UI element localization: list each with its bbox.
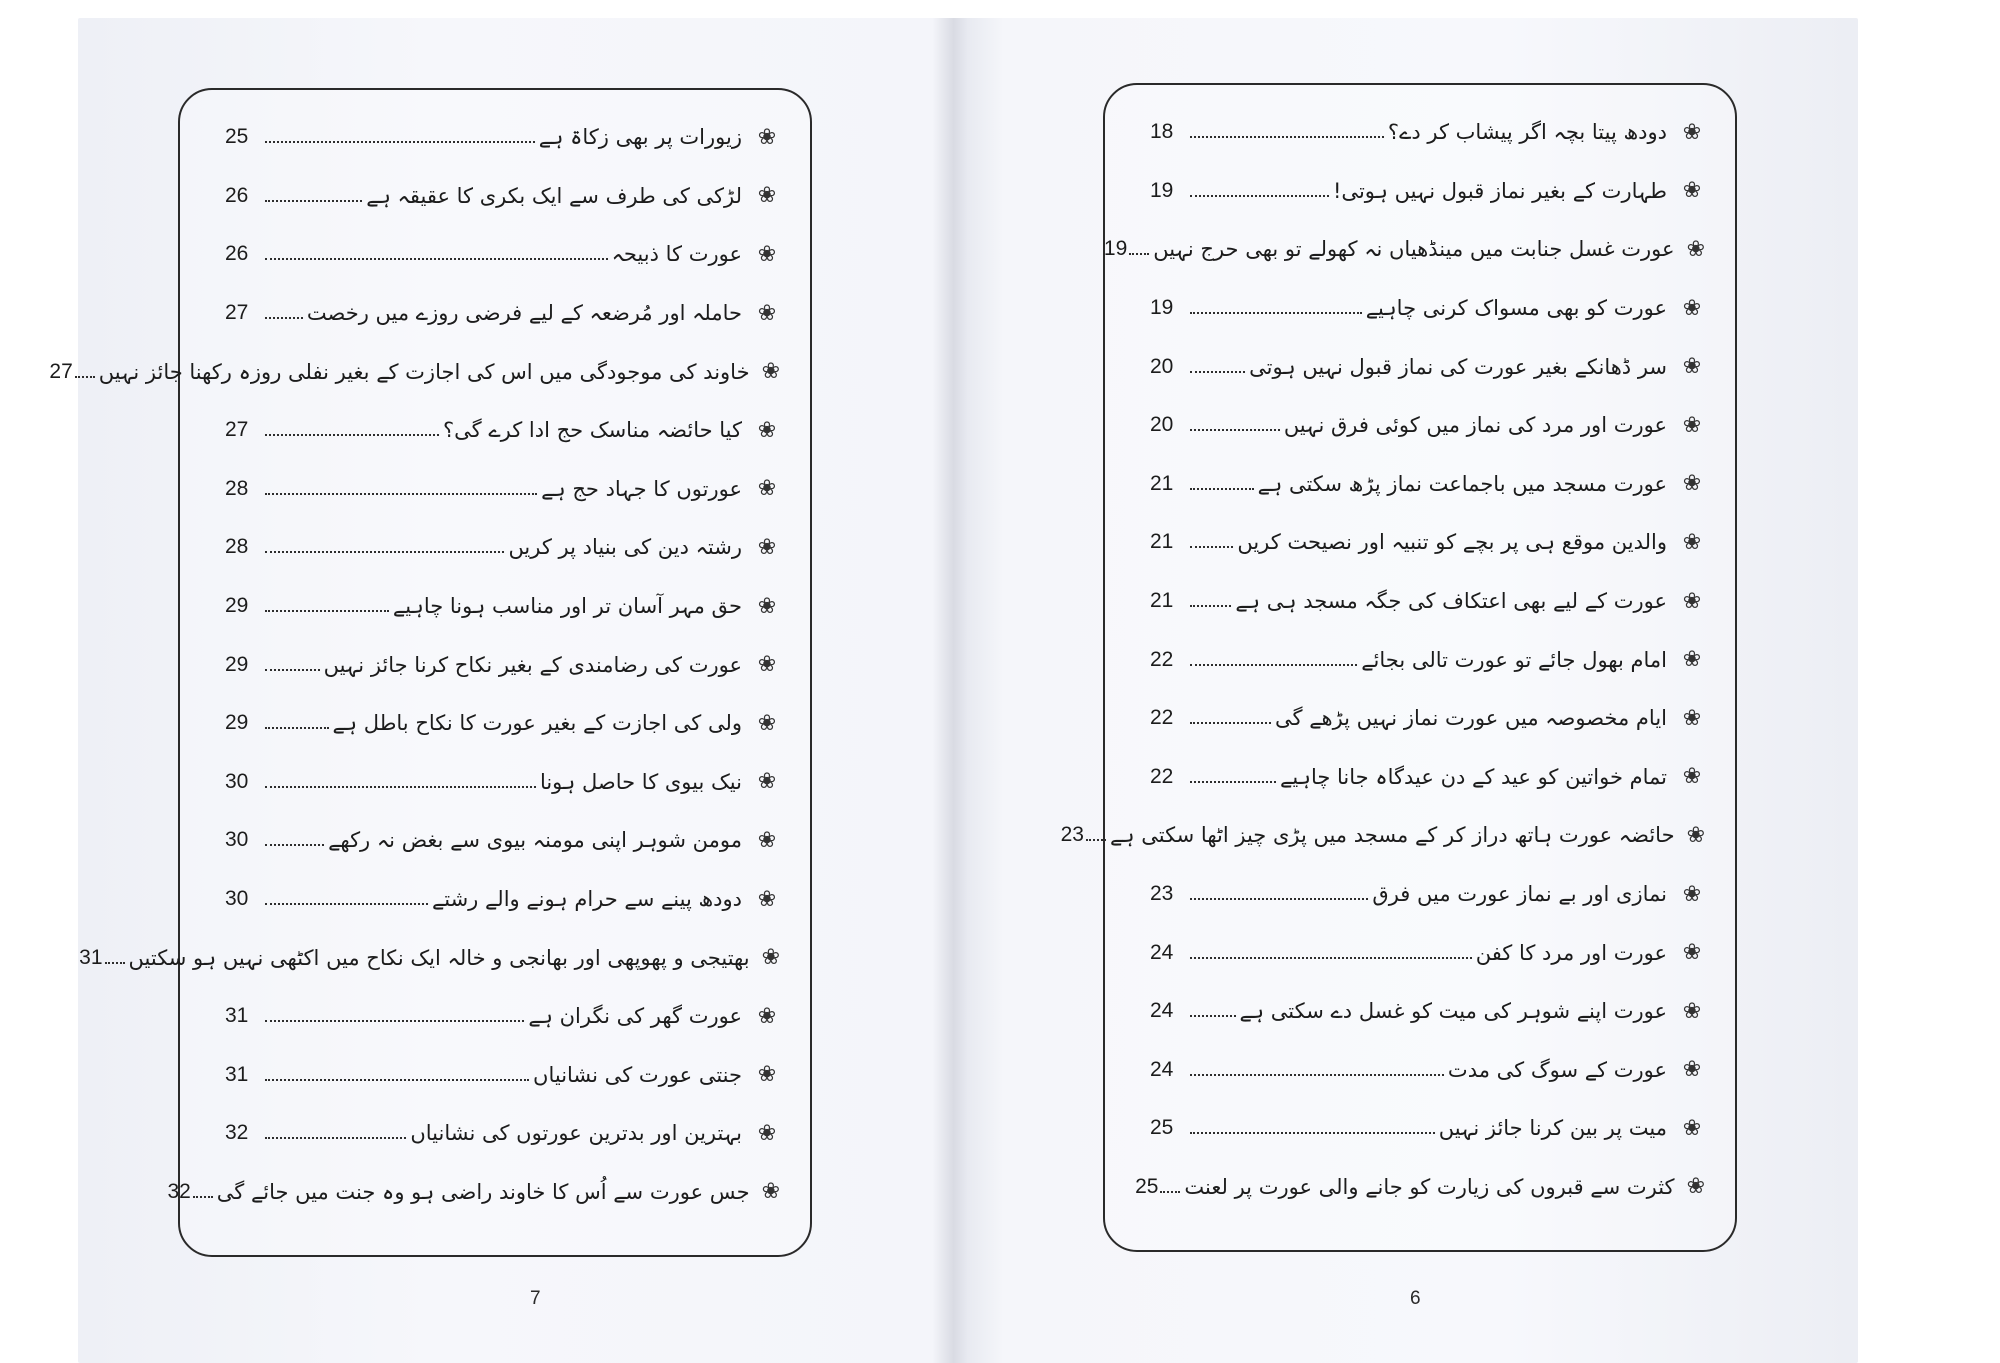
flower-bullet-icon: ❀ [1682, 178, 1702, 204]
flower-bullet-icon: ❀ [1686, 1174, 1705, 1200]
toc-entry [1150, 630, 1705, 689]
toc-entry [225, 167, 780, 226]
toc-entry-title: بہترین اور بدترین عورتوں کی نشانیاں [410, 1121, 742, 1146]
toc-entry-title: کثرت سے قبروں کی زیارت کو جانے والی عورت پر لعنت [1184, 1174, 1675, 1199]
toc-entry-page: 27 [49, 359, 73, 383]
toc-entry [225, 284, 780, 343]
toc-entry-title: ایام مخصوصہ میں عورت نماز نہیں پڑھے گی [1275, 706, 1667, 731]
dot-leader [1190, 429, 1280, 431]
flower-bullet-icon: ❀ [761, 359, 780, 385]
toc-entry-title: امام بھول جائے تو عورت تالی بجائے [1361, 647, 1667, 672]
toc-entry [225, 870, 780, 929]
toc-entry-page: 19 [1103, 237, 1128, 261]
dot-leader [1190, 546, 1233, 548]
toc-entry-title: جس عورت سے اُس کا خاوند راضی ہو وہ جنت میں جائے گی [216, 1179, 750, 1204]
flower-bullet-icon: ❀ [761, 945, 780, 971]
dot-leader [1190, 195, 1329, 197]
toc-entry-title: عورتوں کا جہاد حج ہے [541, 476, 742, 501]
flower-bullet-icon: ❀ [1682, 1057, 1702, 1083]
toc-entry [225, 225, 780, 284]
toc-entry-title: کیا حائضہ مناسک حج ادا کرے گی؟ [443, 418, 742, 443]
dot-leader [1129, 253, 1149, 255]
flower-bullet-icon: ❀ [1682, 940, 1702, 966]
toc-entry-page: 19 [1150, 296, 1174, 320]
toc-entry-page: 21 [1150, 530, 1174, 554]
dot-leader [265, 903, 428, 905]
toc-entry [1150, 982, 1705, 1041]
toc-entry [79, 928, 780, 987]
toc-entry-title: عورت اپنے شوہر کی میت کو غسل دے سکتی ہے [1239, 999, 1667, 1024]
page-number: 6 [1410, 1288, 1421, 1309]
toc-entry-title: بھتیجی و پھوپھی اور بھانجی و خالہ ایک نکاح میں اکٹھی نہیں ہو سکتیں [128, 945, 750, 970]
flower-bullet-icon: ❀ [1682, 998, 1702, 1024]
dot-leader [265, 434, 439, 436]
toc-entry-title: حاملہ اور مُرضعہ کے لیے فرضی روزے میں رخصت [306, 301, 742, 326]
flower-bullet-icon: ❀ [757, 300, 777, 326]
dot-leader [1190, 371, 1245, 373]
dot-leader [265, 551, 504, 553]
toc-entry [225, 460, 780, 519]
dot-leader [265, 141, 535, 143]
flower-bullet-icon: ❀ [1682, 529, 1702, 555]
dot-leader [1190, 136, 1384, 138]
toc-entry-page: 25 [225, 125, 249, 149]
flower-bullet-icon: ❀ [757, 183, 777, 209]
toc-entry-title: عورت مسجد میں باجماعت نماز پڑھ سکتی ہے [1257, 471, 1667, 496]
toc-entry-page: 21 [1150, 589, 1174, 613]
flower-bullet-icon: ❀ [757, 886, 777, 912]
toc-entry-title: خاوند کی موجودگی میں اس کی اجازت کے بغیر نفلی روزہ رکھنا جائز نہیں [98, 359, 750, 384]
toc-entry-page: 32 [167, 1179, 191, 1203]
dot-leader [1190, 898, 1368, 900]
toc-entry-page: 22 [1150, 706, 1174, 730]
toc-entry [225, 1046, 780, 1105]
dot-leader [1086, 839, 1106, 841]
flower-bullet-icon: ❀ [1682, 295, 1702, 321]
toc-entry-page: 19 [1150, 178, 1174, 202]
toc-entry [1150, 923, 1705, 982]
flower-bullet-icon: ❀ [757, 476, 777, 502]
toc-entry [1150, 103, 1705, 162]
toc-entry-page: 23 [1060, 823, 1084, 847]
toc-entry-title: میت پر بین کرنا جائز نہیں [1438, 1116, 1667, 1141]
toc-entry-title: ولی کی اجازت کے بغیر عورت کا نکاح باطل ہے [332, 711, 742, 736]
toc-entry-page: 20 [1150, 413, 1174, 437]
toc-entry-page: 26 [225, 183, 249, 207]
page-number: 7 [530, 1288, 541, 1309]
toc-entry [1135, 1158, 1705, 1217]
toc-entry-page: 31 [225, 1062, 249, 1086]
dot-leader [265, 669, 320, 671]
toc-entry-page: 30 [225, 769, 249, 793]
toc-entry [225, 753, 780, 812]
toc-list-right [1060, 103, 1705, 1216]
toc-entry-page: 29 [225, 652, 249, 676]
flower-bullet-icon: ❀ [1682, 881, 1702, 907]
right-page [968, 18, 1858, 1363]
toc-frame-right [1060, 83, 1737, 1252]
flower-bullet-icon: ❀ [1686, 236, 1705, 262]
toc-entry-page: 22 [1150, 647, 1174, 671]
toc-entry-title: زیورات پر بھی زکاۃ ہے [538, 125, 742, 150]
toc-entry-page: 31 [225, 1004, 249, 1028]
toc-entry-title: عورت غسل جنابت میں مینڈھیاں نہ کھولے تو بھی حرج نہیں [1153, 237, 1675, 262]
toc-entry-page: 29 [225, 594, 249, 618]
dot-leader [265, 1079, 529, 1081]
flower-bullet-icon: ❀ [1682, 1115, 1702, 1141]
toc-entry [1150, 455, 1705, 514]
toc-entry-title: والدین موقع ہی پر بچے کو تنبیہ اور نصیحت کریں [1237, 530, 1667, 555]
toc-entry-title: رشتہ دین کی بنیاد پر کریں [508, 535, 742, 560]
dot-leader [1160, 1191, 1180, 1193]
flower-bullet-icon: ❀ [757, 534, 777, 560]
dot-leader [265, 1020, 524, 1022]
toc-entry-title: عورت کا ذبیحہ [611, 242, 742, 267]
toc-entry [1150, 865, 1705, 924]
toc-entry [1150, 279, 1705, 338]
toc-entry-title: حق مہر آسان تر اور مناسب ہونا چاہیے [392, 594, 742, 619]
toc-entry [1103, 220, 1705, 279]
dot-leader [265, 1137, 406, 1139]
toc-entry [225, 108, 780, 167]
toc-entry-page: 24 [1150, 940, 1174, 964]
toc-entry [1150, 689, 1705, 748]
dot-leader [265, 258, 608, 260]
toc-entry-title: مومن شوہر اپنی مومنہ بیوی سے بغض نہ رکھے [328, 828, 742, 853]
toc-entry [225, 577, 780, 636]
toc-list-left [49, 108, 780, 1221]
toc-entry-page: 29 [225, 711, 249, 735]
flower-bullet-icon: ❀ [757, 827, 777, 853]
flower-bullet-icon: ❀ [757, 652, 777, 678]
toc-entry-title: لڑکی کی طرف سے ایک بکری کا عقیقہ ہے [366, 183, 742, 208]
toc-entry-page: 23 [1150, 882, 1174, 906]
toc-entry-page: 27 [225, 301, 249, 325]
toc-entry [167, 1163, 780, 1222]
dot-leader [1190, 957, 1472, 959]
toc-entry-page: 26 [225, 242, 249, 266]
toc-entry [225, 635, 780, 694]
dot-leader [265, 317, 303, 319]
toc-entry [1150, 572, 1705, 631]
flower-bullet-icon: ❀ [757, 1062, 777, 1088]
flower-bullet-icon: ❀ [1682, 764, 1702, 790]
dot-leader [75, 376, 95, 378]
dot-leader [1190, 664, 1357, 666]
toc-entry-page: 21 [1150, 471, 1174, 495]
flower-bullet-icon: ❀ [1682, 119, 1702, 145]
dot-leader [1190, 1132, 1435, 1134]
toc-entry-title: دودھ پیتا بچہ اگر پیشاب کر دے؟ [1387, 120, 1667, 145]
flower-bullet-icon: ❀ [1682, 588, 1702, 614]
toc-entry-page: 28 [225, 476, 249, 500]
dot-leader [265, 844, 324, 846]
dot-leader [265, 786, 536, 788]
dot-leader [1190, 1074, 1444, 1076]
dot-leader [1190, 1015, 1236, 1017]
toc-entry [1150, 162, 1705, 221]
toc-entry-page: 28 [225, 535, 249, 559]
dot-leader [265, 493, 537, 495]
toc-entry-page: 32 [225, 1121, 249, 1145]
toc-entry [1150, 1041, 1705, 1100]
toc-entry-title: عورت کو بھی مسواک کرنی چاہیے [1365, 296, 1667, 321]
flower-bullet-icon: ❀ [1682, 412, 1702, 438]
dot-leader [105, 962, 125, 964]
toc-entry [225, 518, 780, 577]
toc-entry [225, 694, 780, 753]
toc-entry [225, 401, 780, 460]
flower-bullet-icon: ❀ [1682, 705, 1702, 731]
toc-entry-title: دودھ پینے سے حرام ہونے والے رشتے [431, 887, 742, 912]
flower-bullet-icon: ❀ [1682, 647, 1702, 673]
toc-entry [1060, 806, 1705, 865]
flower-bullet-icon: ❀ [757, 769, 777, 795]
toc-entry-page: 22 [1150, 764, 1174, 788]
flower-bullet-icon: ❀ [757, 710, 777, 736]
left-page [49, 18, 968, 1363]
toc-entry-title: عورت اور مرد کی نماز میں کوئی فرق نہیں [1283, 413, 1667, 438]
flower-bullet-icon: ❀ [757, 124, 777, 150]
toc-entry-page: 30 [225, 887, 249, 911]
open-booklet [49, 18, 1858, 1363]
flower-bullet-icon: ❀ [757, 241, 777, 267]
flower-bullet-icon: ❀ [757, 1120, 777, 1146]
toc-entry [49, 342, 780, 401]
toc-entry [1150, 1099, 1705, 1158]
toc-entry-title: عورت کی رضامندی کے بغیر نکاح کرنا جائز نہیں [323, 652, 742, 677]
toc-frame-left [49, 88, 812, 1257]
toc-entry [1150, 396, 1705, 455]
flower-bullet-icon: ❀ [757, 593, 777, 619]
toc-entry-title: سر ڈھانکے بغیر عورت کی نماز قبول نہیں ہوتی [1249, 354, 1667, 379]
toc-entry-page: 20 [1150, 354, 1174, 378]
dot-leader [193, 1196, 213, 1198]
toc-entry-title: نیک بیوی کا حاصل ہونا [539, 769, 742, 794]
dot-leader [265, 727, 329, 729]
toc-entry [225, 987, 780, 1046]
flower-bullet-icon: ❀ [1682, 471, 1702, 497]
toc-entry-title: عورت کے لیے بھی اعتکاف کی جگہ مسجد ہی ہے [1235, 589, 1667, 614]
toc-entry-page: 25 [1135, 1174, 1159, 1198]
toc-entry-page: 31 [79, 945, 103, 969]
toc-entry [225, 811, 780, 870]
toc-entry-page: 18 [1150, 120, 1174, 144]
toc-entry-page: 25 [1150, 1116, 1174, 1140]
toc-entry-page: 24 [1150, 1057, 1174, 1081]
toc-entry-page: 24 [1150, 999, 1174, 1023]
toc-entry-title: عورت گھر کی نگران ہے [528, 1004, 742, 1029]
toc-entry-title: عورت کے سوگ کی مدت [1447, 1057, 1667, 1082]
toc-entry [1150, 337, 1705, 396]
toc-entry-title: حائضہ عورت ہاتھ دراز کر کے مسجد میں پڑی چیز اٹھا سکتی ہے [1109, 823, 1675, 848]
dot-leader [1190, 488, 1254, 490]
toc-entry [1150, 513, 1705, 572]
dot-leader [1190, 605, 1231, 607]
flower-bullet-icon: ❀ [757, 1003, 777, 1029]
toc-entry-title: طہارت کے بغیر نماز قبول نہیں ہوتی! [1333, 178, 1667, 203]
flower-bullet-icon: ❀ [761, 1179, 780, 1205]
toc-entry-title: نمازی اور بے نماز عورت میں فرق [1372, 882, 1667, 907]
toc-entry [225, 1104, 780, 1163]
toc-entry-page: 30 [225, 828, 249, 852]
dot-leader [1190, 781, 1276, 783]
toc-entry-title: عورت اور مرد کا کفن [1475, 940, 1667, 965]
flower-bullet-icon: ❀ [757, 417, 777, 443]
flower-bullet-icon: ❀ [1686, 822, 1705, 848]
dot-leader [265, 610, 389, 612]
dot-leader [1190, 722, 1271, 724]
dot-leader [1190, 312, 1362, 314]
dot-leader [265, 200, 362, 202]
toc-entry-title: جنتی عورت کی نشانیاں [533, 1062, 742, 1087]
flower-bullet-icon: ❀ [1682, 354, 1702, 380]
toc-entry-page: 27 [225, 418, 249, 442]
toc-entry [1150, 748, 1705, 807]
toc-entry-title: تمام خواتین کو عید کے دن عیدگاہ جانا چاہیے [1280, 764, 1667, 789]
